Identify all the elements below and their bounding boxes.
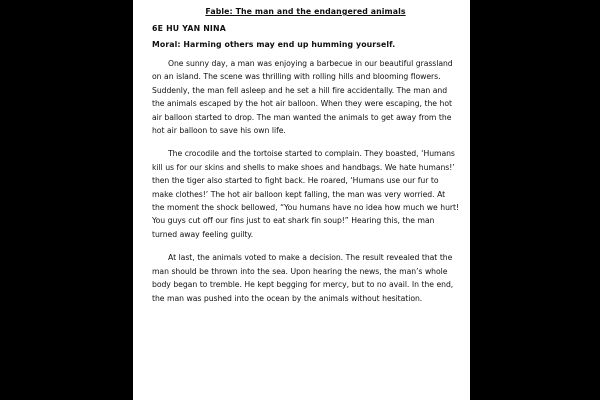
story-paragraph-2: The crocodile and the tortoise started to complain. They boasted, ‘Humans kill us for our skins and shells to make shoes and handbags. We hate humans!’ then the tiger also started to fight back. He roared, ‘Humans use our fur to make clothes!’ The hot air balloon kept falling, the man was very worried. At the moment the shock bellowed, “You humans have no idea how much we hurt! You guys cut off our fins just to eat shark fin soup!” Hearing this, the man turned away feeling guilty. — [152, 149, 459, 239]
story-paragraph-1: One sunny day, a man was enjoying a barbecue in our beautiful grassland on an island. The scene was thrilling with rolling hills and blooming flowers. Suddenly, the man fell asleep and he set a hill fire accidentally. The man and the animals escaped by the hot air balloon. When they were escaping, the hot air balloon started to drop. The man wanted the animals to get away from the hot air balloon to save his own life. — [152, 59, 453, 136]
document-page — [133, 0, 470, 400]
document-title: Fable: The man and the endangered animals — [205, 7, 406, 16]
story-paragraph-3: At last, the animals voted to make a decision. The result revealed that the man should be thrown into the sea. Upon hearing the news, the man’s whole body began to tremble. He kept begging for mercy, but to no avail. In the end, the man was pushed into the ocean by the animals without hesitation. — [152, 253, 454, 303]
moral-line: Moral: Harming others may end up humming yourself. — [152, 40, 396, 49]
author-line: 6E HU YAN NINA — [152, 24, 226, 33]
